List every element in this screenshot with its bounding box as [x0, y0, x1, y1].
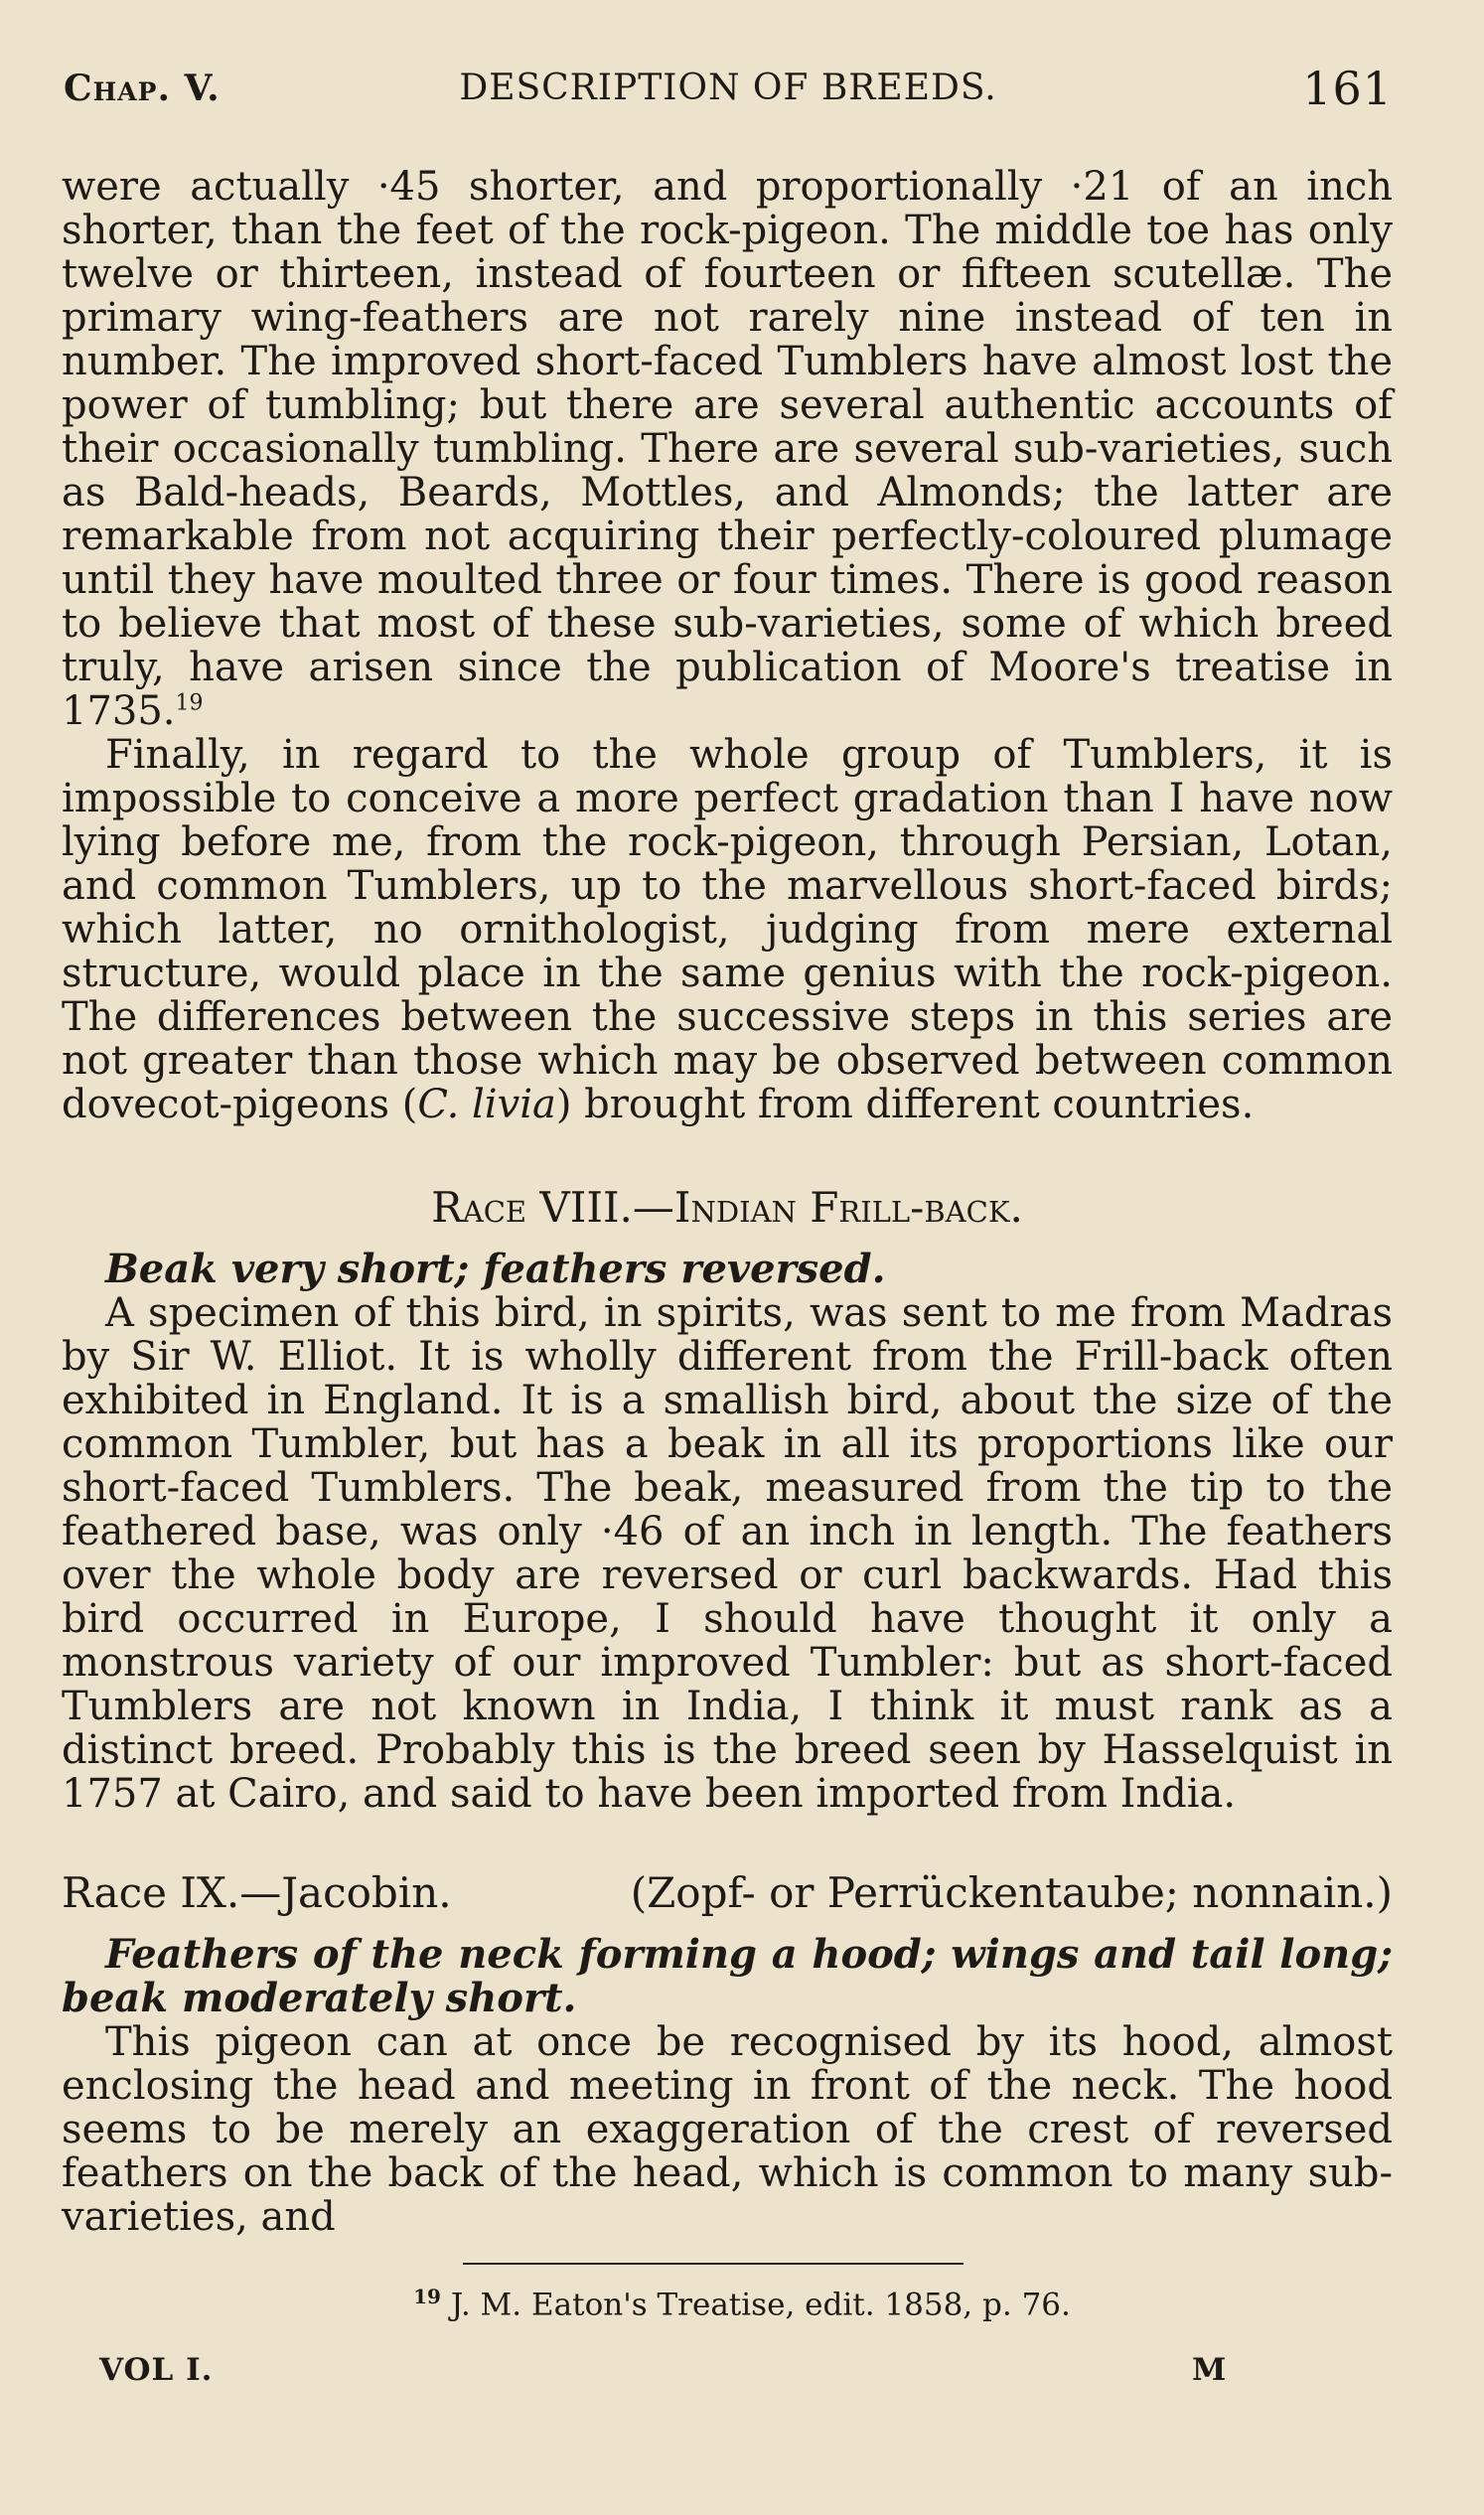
- footnote-rule: [463, 2263, 964, 2265]
- page-number: 161: [1302, 62, 1393, 115]
- main-text: [62, 165, 1393, 2239]
- volume-signature: VOL I.: [99, 2352, 214, 2388]
- race-characters: Beak very short; feathers reversed.: [105, 1246, 886, 1292]
- running-header: [64, 62, 1393, 127]
- paragraph-frill-back: A specimen of this bird, in spirits, was sent to me from Madras by Sir W. Elliot. It is wholly different from the Frill-back often exhibited in England. It is a smallish bird, about the size of the common Tumbler, but has a beak in all its proportions like our short-faced Tumblers. The beak, measured from the tip to the feathered base, was only ·46 of an inch in length. The feathers over the whole body are reversed or curl backwards. Had this bird occurred in Europe, I should have thought it only a monstrous variety of our improved Tumbler: but as short-faced Tumblers are not known in India, I think it must rank as a distinct breed. Probably this is the breed seen by Hasselquist in 1757 at Cairo, and said to have been imported from India.: [62, 1290, 1393, 1817]
- footnote-text: J. M. Eaton's Treatise, edit. 1858, p. 76.: [450, 2287, 1071, 2323]
- paragraph-text-end: ) brought from different countries.: [555, 1082, 1255, 1127]
- paragraph-text: Finally, in regard to the whole group of Tumblers, it is impossible to conceive a more perfect gradation than I have now lying before me, from the rock-pigeon, through Persian, Lotan, and common Tumblers, up to the marvellous short-faced birds; which latter, no ornithologist, judging from mere external structure, would place in the same genius with the rock-pigeon. The differences between the successive steps in this series are not greater than those which may be observed between common dovecot-pigeons (: [62, 732, 1393, 1127]
- race-heading-prefix: Race VIII.—: [431, 1183, 674, 1232]
- footnote: [0, 2285, 1484, 2322]
- race-heading-viii: [62, 1183, 1393, 1232]
- paragraph-continued: [62, 165, 1393, 733]
- race-synonyms: (Zopf- or Perrückentaube; nonnain.): [630, 1868, 1393, 1917]
- race-heading-title: [62, 1868, 452, 1917]
- paragraph-text: were actually ·45 shorter, and proportionally ·21 of an inch shorter, than the feet of the rock-pigeon. The middle toe has only twelve or thirteen, instead of fourteen or fifteen scutellæ. The primary wing-feathers are not rarely nine instead of ten in number. The improved short-faced Tumblers have almost lost the power of tumbling; but there are several authentic accounts of their occasionally tumbling. There are several sub-varieties, such as Bald-heads, Beards, Mottles, and Almonds; the latter are remarkable from not acquiring their perfectly-coloured plumage until they have moulted three or four times. There is good reason to believe that most of these sub-varieties, some of which breed truly, have arisen since the publication of Moore's treatise in 1735.: [62, 164, 1393, 734]
- paragraph-tumblers-gradation: [62, 733, 1393, 1126]
- footnote-number: 19: [413, 2285, 441, 2308]
- gathering-signature: M: [1192, 2352, 1227, 2388]
- chapter-label: Chap. V.: [64, 68, 221, 109]
- running-title: DESCRIPTION OF BREEDS.: [459, 68, 997, 108]
- race-heading-name: Indian Frill-back.: [673, 1183, 1023, 1232]
- race-heading-ix: [62, 1868, 1393, 1917]
- race-heading-prefix: Race IX.—: [62, 1868, 282, 1917]
- species-name: C. livia: [417, 1082, 556, 1127]
- race-characters: Feathers of the neck forming a hood; wings and tail long; beak moderately short.: [62, 1931, 1393, 2021]
- paragraph-jacobin: This pigeon can at once be recognised by its hood, almost enclosing the head and meeting in front of the neck. The hood seems to be merely an exaggeration of the crest of reversed feathers on the back of the head, which is common to many sub-varieties, and: [62, 2019, 1393, 2240]
- race-heading-name: Jacobin.: [281, 1868, 452, 1917]
- footnote-ref: 19: [175, 690, 204, 716]
